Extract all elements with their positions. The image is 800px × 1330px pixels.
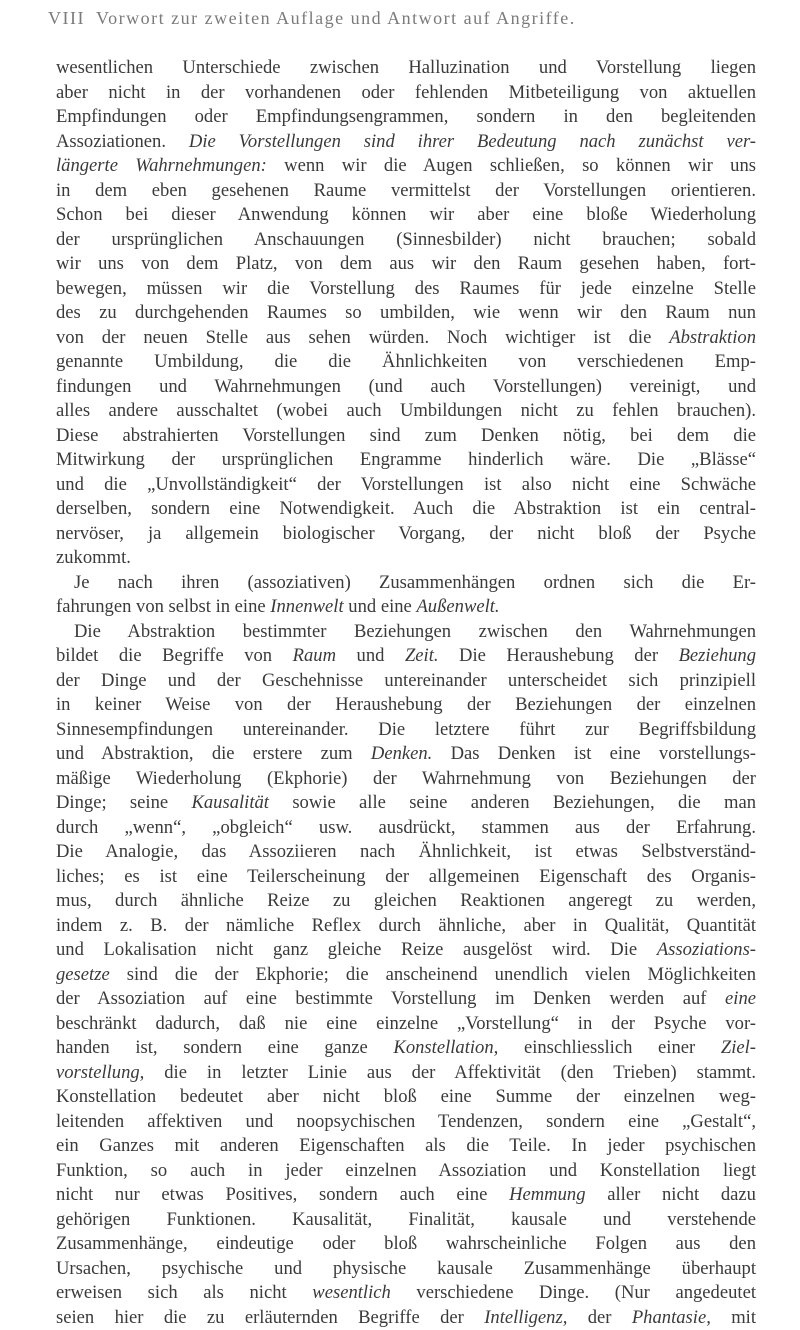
text-line [56, 399, 756, 424]
text-line [56, 546, 756, 571]
text-line [56, 277, 756, 302]
text-run: sowie alle seine anderen Beziehungen, die man [269, 792, 756, 813]
text-run: Die Abstraktion bestimmter Beziehungen zwischen den Wahrnehmungen [74, 621, 756, 642]
text-line [56, 1134, 756, 1159]
emphasized-text: Intelligenz, [484, 1307, 567, 1328]
text-line [56, 375, 756, 400]
text-line [56, 105, 756, 130]
text-line [56, 1232, 756, 1257]
text-run: die in letzter Linie aus der Affektivität (den Trieben) stammt. [144, 1062, 756, 1083]
text-run: fahrungen von selbst in eine [56, 596, 270, 617]
text-run: leitenden affektiven und noopsychischen Tendenzen, sondern eine „Gestalt“, [56, 1111, 756, 1132]
text-run: Je nach ihren (assoziativen) Zusammenhängen ordnen sich die Er- [74, 572, 756, 593]
text-line [56, 130, 756, 155]
text-line [56, 497, 756, 522]
text-line [56, 203, 756, 228]
emphasized-text: Beziehung [679, 645, 756, 666]
text-line [56, 154, 756, 179]
text-line [56, 987, 756, 1012]
text-run: bewegen, müssen wir die Vorstellung des Raumes für jede einzelne Stelle [56, 278, 756, 299]
text-run: und die „Unvollständigkeit“ der Vorstellungen ist also nicht eine Schwäche [56, 474, 756, 495]
emphasized-text: Die Vorstellungen sind ihrer Bedeutung nach zunächst ver- [189, 131, 756, 152]
text-line [56, 424, 756, 449]
text-line [56, 1110, 756, 1135]
text-line [56, 742, 756, 767]
text-run: verschiedene Dinge. (Nur angedeutet [391, 1282, 756, 1303]
text-run: indem z. B. der nämliche Reflex durch ähnliche, aber in Qualität, Quantität [56, 915, 756, 936]
text-run: nervöser, ja allgemein biologischer Vorgang, der nicht bloß der Psyche [56, 523, 756, 544]
text-run: handen ist, sondern eine ganze [56, 1037, 393, 1058]
running-title: Vorwort zur zweiten Auflage und Antwort auf Angriffe. [96, 8, 576, 28]
text-run: Ursachen, psychische und physische kausale Zusammenhänge überhaupt [56, 1258, 756, 1279]
text-run: und [336, 645, 405, 666]
text-run: und Lokalisation nicht ganz gleiche Reize ausgelöst wird. Die [56, 939, 657, 960]
text-line [56, 1012, 756, 1037]
emphasized-text: wesentlich [312, 1282, 391, 1303]
text-run: aller nicht dazu [586, 1184, 756, 1205]
text-line [56, 56, 756, 81]
text-run: der Assoziation auf eine bestimmte Vorstellung im Denken werden auf [56, 988, 725, 1009]
text-line [56, 326, 756, 351]
emphasized-text: Ziel- [721, 1037, 756, 1058]
text-run: mit [711, 1307, 756, 1328]
text-run: Sinnesempfindungen untereinander. Die letztere führt zur Begriffsbildung [56, 719, 756, 740]
text-line [56, 938, 756, 963]
text-line [56, 1257, 756, 1282]
text-line [56, 571, 756, 596]
text-run: wesentlichen Unterschiede zwischen Halluzination und Vorstellung liegen [56, 57, 756, 78]
text-run: Schon bei dieser Anwendung können wir aber eine bloße Wiederholung [56, 204, 756, 225]
emphasized-text: längerte Wahrnehmungen: [56, 155, 267, 176]
text-run: nicht nur etwas Positives, sondern auch eine [56, 1184, 509, 1205]
emphasized-text: vorstellung, [56, 1062, 144, 1083]
emphasized-text: gesetze [56, 964, 110, 985]
text-line [56, 693, 756, 718]
text-run: genannte Umbildung, die die Ähnlichkeiten von verschiedenen Emp- [56, 351, 756, 372]
emphasized-text: Innenwelt [270, 596, 343, 617]
text-run: Empfindungen oder Empfindungsengrammen, sondern in den begleitenden [56, 106, 756, 127]
text-run: wir uns von dem Platz, von dem aus wir den Raum gesehen haben, fort- [56, 253, 756, 274]
text-line [56, 1085, 756, 1110]
text-run: und eine [344, 596, 417, 617]
text-line [56, 228, 756, 253]
text-run: alles andere ausschaltet (wobei auch Umbildungen nicht zu fehlen brauchen). [56, 400, 756, 421]
text-run: durch „wenn“, „obgleich“ usw. ausdrückt, stammen aus der Erfahrung. [56, 817, 756, 838]
text-run: Zusammenhänge, eindeutige oder bloß wahrscheinliche Folgen aus den [56, 1233, 756, 1254]
text-run: derselben, sondern eine Notwendigkeit. Auch die Abstraktion ist ein central- [56, 498, 756, 519]
text-run: wenn wir die Augen schließen, so können wir uns [267, 155, 756, 176]
text-line [56, 1306, 756, 1330]
text-run: des zu durchgehenden Raumes so umbilden, wie wenn wir den Raum nun [56, 302, 756, 323]
text-line [56, 1036, 756, 1061]
emphasized-text: Phantasie, [632, 1307, 711, 1328]
text-line [56, 718, 756, 743]
running-header [48, 8, 760, 29]
text-run: mus, durch ähnliche Reize zu gleichen Reaktionen angeregt zu werden, [56, 890, 756, 911]
emphasized-text: Assoziations- [657, 939, 756, 960]
text-run: Funktion, so auch in jeder einzelnen Assoziation und Konstellation liegt [56, 1160, 756, 1181]
text-run: zukommt. [56, 547, 131, 568]
text-line [56, 1183, 756, 1208]
text-run: ein Ganzes mit anderen Eigenschaften als die Teile. In jeder psychischen [56, 1135, 756, 1156]
text-run: gehörigen Funktionen. Kausalität, Finalität, kausale und verstehende [56, 1209, 756, 1230]
text-run: Die Heraushebung der [439, 645, 679, 666]
text-line [56, 963, 756, 988]
emphasized-text: Hemmung [509, 1184, 585, 1205]
text-run: der Dinge und der Geschehnisse untereinander unterscheidet sich prinzipiell [56, 670, 756, 691]
emphasized-text: Zeit. [405, 645, 439, 666]
text-run: liches; es ist eine Teilerscheinung der allgemeinen Eigenschaft des Organis- [56, 866, 756, 887]
text-run: in dem eben gesehenen Raume vermittelst der Vorstellungen orientieren. [56, 180, 756, 201]
text-run: erweisen sich als nicht [56, 1282, 312, 1303]
emphasized-text: Raum [293, 645, 336, 666]
text-line [56, 865, 756, 890]
text-line [56, 620, 756, 645]
text-run: mäßige Wiederholung (Ekphorie) der Wahrnehmung von Beziehungen der [56, 768, 756, 789]
text-line [56, 1208, 756, 1233]
text-run: Die Analogie, das Assoziieren nach Ähnlichkeit, ist etwas Selbstverständ- [56, 841, 756, 862]
text-run: einschliesslich einer [498, 1037, 721, 1058]
text-line [56, 644, 756, 669]
text-line [56, 816, 756, 841]
text-run: und Abstraktion, die erstere zum [56, 743, 371, 764]
text-line [56, 522, 756, 547]
text-run: Konstellation bedeutet aber nicht bloß eine Summe der einzelnen weg- [56, 1086, 756, 1107]
emphasized-text: Kausalität [191, 792, 269, 813]
text-run: bildet die Begriffe von [56, 645, 293, 666]
text-run: Diese abstrahierten Vorstellungen sind zum Denken nötig, bei dem die [56, 425, 756, 446]
text-line [56, 81, 756, 106]
text-run: in keiner Weise von der Heraushebung der Beziehungen der einzelnen [56, 694, 756, 715]
text-line [56, 473, 756, 498]
text-run: der [567, 1307, 631, 1328]
text-run: sind die der Ekphorie; die anscheinend unendlich vielen Möglichkeiten [110, 964, 756, 985]
text-line [56, 252, 756, 277]
text-line [56, 350, 756, 375]
text-line [56, 889, 756, 914]
emphasized-text: Abstraktion [669, 327, 756, 348]
text-line [56, 448, 756, 473]
text-line [56, 301, 756, 326]
text-run: von der neuen Stelle aus sehen würden. Noch wichtiger ist die [56, 327, 669, 348]
text-line [56, 179, 756, 204]
text-line [56, 840, 756, 865]
text-run: beschränkt dadurch, daß nie eine einzelne „Vorstellung“ in der Psyche vor- [56, 1013, 756, 1034]
text-run: findungen und Wahrnehmungen (und auch Vorstellungen) vereinigt, und [56, 376, 756, 397]
text-line [56, 914, 756, 939]
text-run: aber nicht in der vorhandenen oder fehlenden Mitbeteiligung von aktuellen [56, 82, 756, 103]
emphasized-text: Denken. [371, 743, 432, 764]
body-text [56, 56, 756, 1330]
text-line [56, 1159, 756, 1184]
emphasized-text: Außenwelt. [416, 596, 499, 617]
text-line [56, 767, 756, 792]
text-run: Mitwirkung der ursprünglichen Engramme hinderlich wäre. Die „Blässe“ [56, 449, 756, 470]
emphasized-text: Konstellation, [393, 1037, 498, 1058]
text-run: der ursprünglichen Anschauungen (Sinnesbilder) nicht brauchen; sobald [56, 229, 756, 250]
text-run: Dinge; seine [56, 792, 191, 813]
page-number: VIII [48, 8, 96, 29]
text-line [56, 1061, 756, 1086]
text-line [56, 1281, 756, 1306]
text-run: Assoziationen. [56, 131, 189, 152]
text-line [56, 791, 756, 816]
text-run: Das Denken ist eine vorstellungs- [432, 743, 756, 764]
text-line [56, 669, 756, 694]
emphasized-text: eine [725, 988, 756, 1009]
text-run: seien hier die zu erläuternden Begriffe der [56, 1307, 484, 1328]
text-line [56, 595, 756, 620]
